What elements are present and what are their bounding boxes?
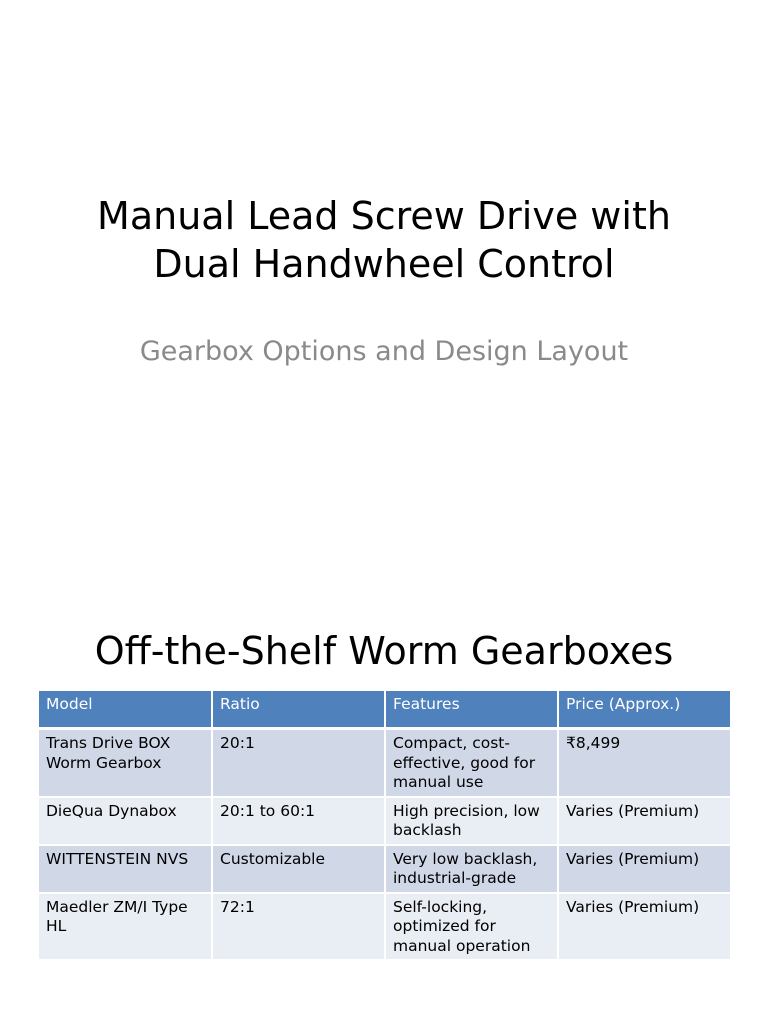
gearbox-table [39,691,730,961]
cell-features: Self-locking, optimized for manual operation [385,893,558,961]
gearbox-slide [0,576,768,1024]
header-price: Price (Approx.) [558,691,730,729]
cell-model: Maedler ZM/I Type HL [39,893,212,961]
gearbox-table-container [39,691,730,961]
cell-price: Varies (Premium) [558,845,730,893]
header-features: Features [385,691,558,729]
table-row [39,845,730,893]
table-row [39,797,730,845]
cell-ratio: 20:1 to 60:1 [212,797,385,845]
cell-ratio: 20:1 [212,729,385,797]
cell-model: WITTENSTEIN NVS [39,845,212,893]
table-row [39,729,730,797]
cell-price: ₹8,499 [558,729,730,797]
table-header-row [39,691,730,729]
slide-title: Off-the-Shelf Worm Gearboxes [94,629,674,673]
table-row [39,893,730,961]
title-line-1: Manual Lead Screw Drive with [97,194,671,238]
cell-model: Trans Drive BOX Worm Gearbox [39,729,212,797]
cell-model: DieQua Dynabox [39,797,212,845]
cell-features: Compact, cost-effective, good for manual use [385,729,558,797]
header-ratio: Ratio [212,691,385,729]
cell-price: Varies (Premium) [558,893,730,961]
cell-features: Very low backlash, industrial-grade [385,845,558,893]
cell-features: High precision, low backlash [385,797,558,845]
cell-ratio: 72:1 [212,893,385,961]
presentation-subtitle: Gearbox Options and Design Layout [139,336,629,367]
cell-price: Varies (Premium) [558,797,730,845]
header-model: Model [39,691,212,729]
presentation-title [40,192,728,288]
title-line-2: Dual Handwheel Control [153,242,615,286]
cell-ratio: Customizable [212,845,385,893]
